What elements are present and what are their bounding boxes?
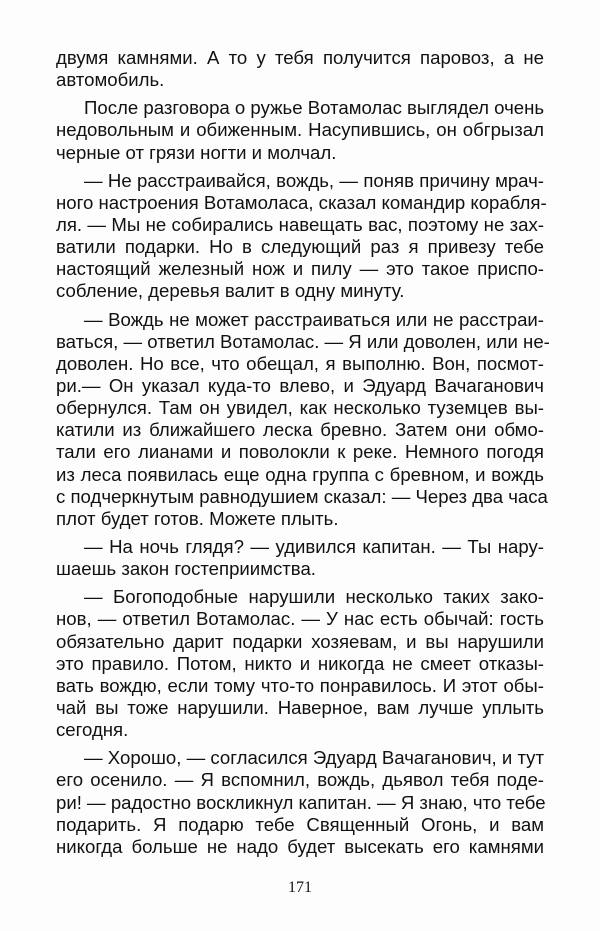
paragraph-2 <box>56 97 544 163</box>
page-text <box>56 47 550 858</box>
text-line: — Вождь не может расстраиваться или не расстраи- <box>84 308 544 330</box>
text-line: — На ночь глядя? — удивился капитан. — Ты нару- <box>84 535 544 557</box>
text-line: недовольным и обиженным. Насупившись, он обгрызал <box>56 119 544 141</box>
text-line: обязательно дарит подарки хозяевам, и вы нарушили <box>56 630 544 652</box>
text-line: чай вы тоже нарушили. Наверное, вам лучше уплыть <box>56 696 544 718</box>
paragraph-3 <box>56 169 547 303</box>
text-line: ватили подарки. Но в следующий раз я привезу тебе <box>56 236 544 258</box>
text-line: шаешь закон гостеприимства. <box>56 558 316 580</box>
text-line: из леса появилась еще одна группа с бревном, и вождь <box>56 463 544 485</box>
text-line: автомобиль. <box>56 69 165 91</box>
text-line: ри.— Он указал куда-то влево, и Эдуард Вачаганович <box>56 374 544 396</box>
text-line: настоящий железный нож и пилу — это такое приспо- <box>56 258 544 280</box>
text-line: вать вождю, если тому что-то понравилось. И этот обы- <box>56 674 544 696</box>
text-line: это правило. Потом, никто и никогда не смеет отказы- <box>56 652 544 674</box>
text-line: обернулся. Там он увидел, как несколько туземцев вы- <box>56 397 544 419</box>
text-line: плот будет готов. Можете плыть. <box>56 507 339 529</box>
text-line: черные от грязи ногти и молчал. <box>56 141 337 163</box>
text-line: — Хорошо, — согласился Эдуард Вачаганович, и тут <box>84 747 544 769</box>
text-line: катили из ближайшего леска бревно. Затем они обмо- <box>56 419 544 441</box>
text-line: с подчеркнутым равнодушием сказал: — Через два часа <box>56 485 548 507</box>
paragraph-1 <box>56 47 544 91</box>
paragraph-5 <box>56 536 544 580</box>
text-line: — Не расстраивайся, вождь, — поняв причину мрач- <box>84 169 544 191</box>
text-line: После разговора о ружье Вотамолас выглядел очень <box>84 97 545 119</box>
text-line: его осенило. — Я вспомнил, вождь, дьявол тебя поде- <box>56 769 544 791</box>
text-line: доволен. Но все, что обещал, я выполню. Вон, посмот- <box>56 352 544 374</box>
text-line: двумя камнями. А то у тебя получится паровоз, а не <box>56 47 544 68</box>
text-line: подарить. Я подарю тебе Священный Огонь, и вам <box>56 813 544 835</box>
text-line: сегодня. <box>56 719 129 741</box>
text-line: ля. — Мы не собирались навещать вас, поэтому не зах- <box>56 213 544 235</box>
text-line: нов, — ответил Вотамолас. — У нас есть обычай: гость <box>56 608 544 630</box>
text-line: ного настроения Вотамоласа, сказал командир корабля- <box>56 191 547 213</box>
text-line: тали его лианами и поволокли к реке. Немного погодя <box>56 441 544 463</box>
paragraph-6 <box>56 586 544 741</box>
text-line: ри! — радостно воскликнул капитан. — Я знаю, что тебе <box>56 791 546 813</box>
paragraph-7 <box>56 747 544 858</box>
page-number: 171 <box>288 879 312 896</box>
paragraph-4 <box>56 308 550 530</box>
text-line: собление, деревья валит в одну минуту. <box>56 280 405 302</box>
text-line: ваться, — ответил Вотамолас. — Я или доволен, или не- <box>56 330 550 352</box>
text-line: — Богоподобные нарушили несколько таких зако- <box>84 586 544 608</box>
text-line: никогда больше не надо будет высекать его камнями <box>56 835 544 857</box>
